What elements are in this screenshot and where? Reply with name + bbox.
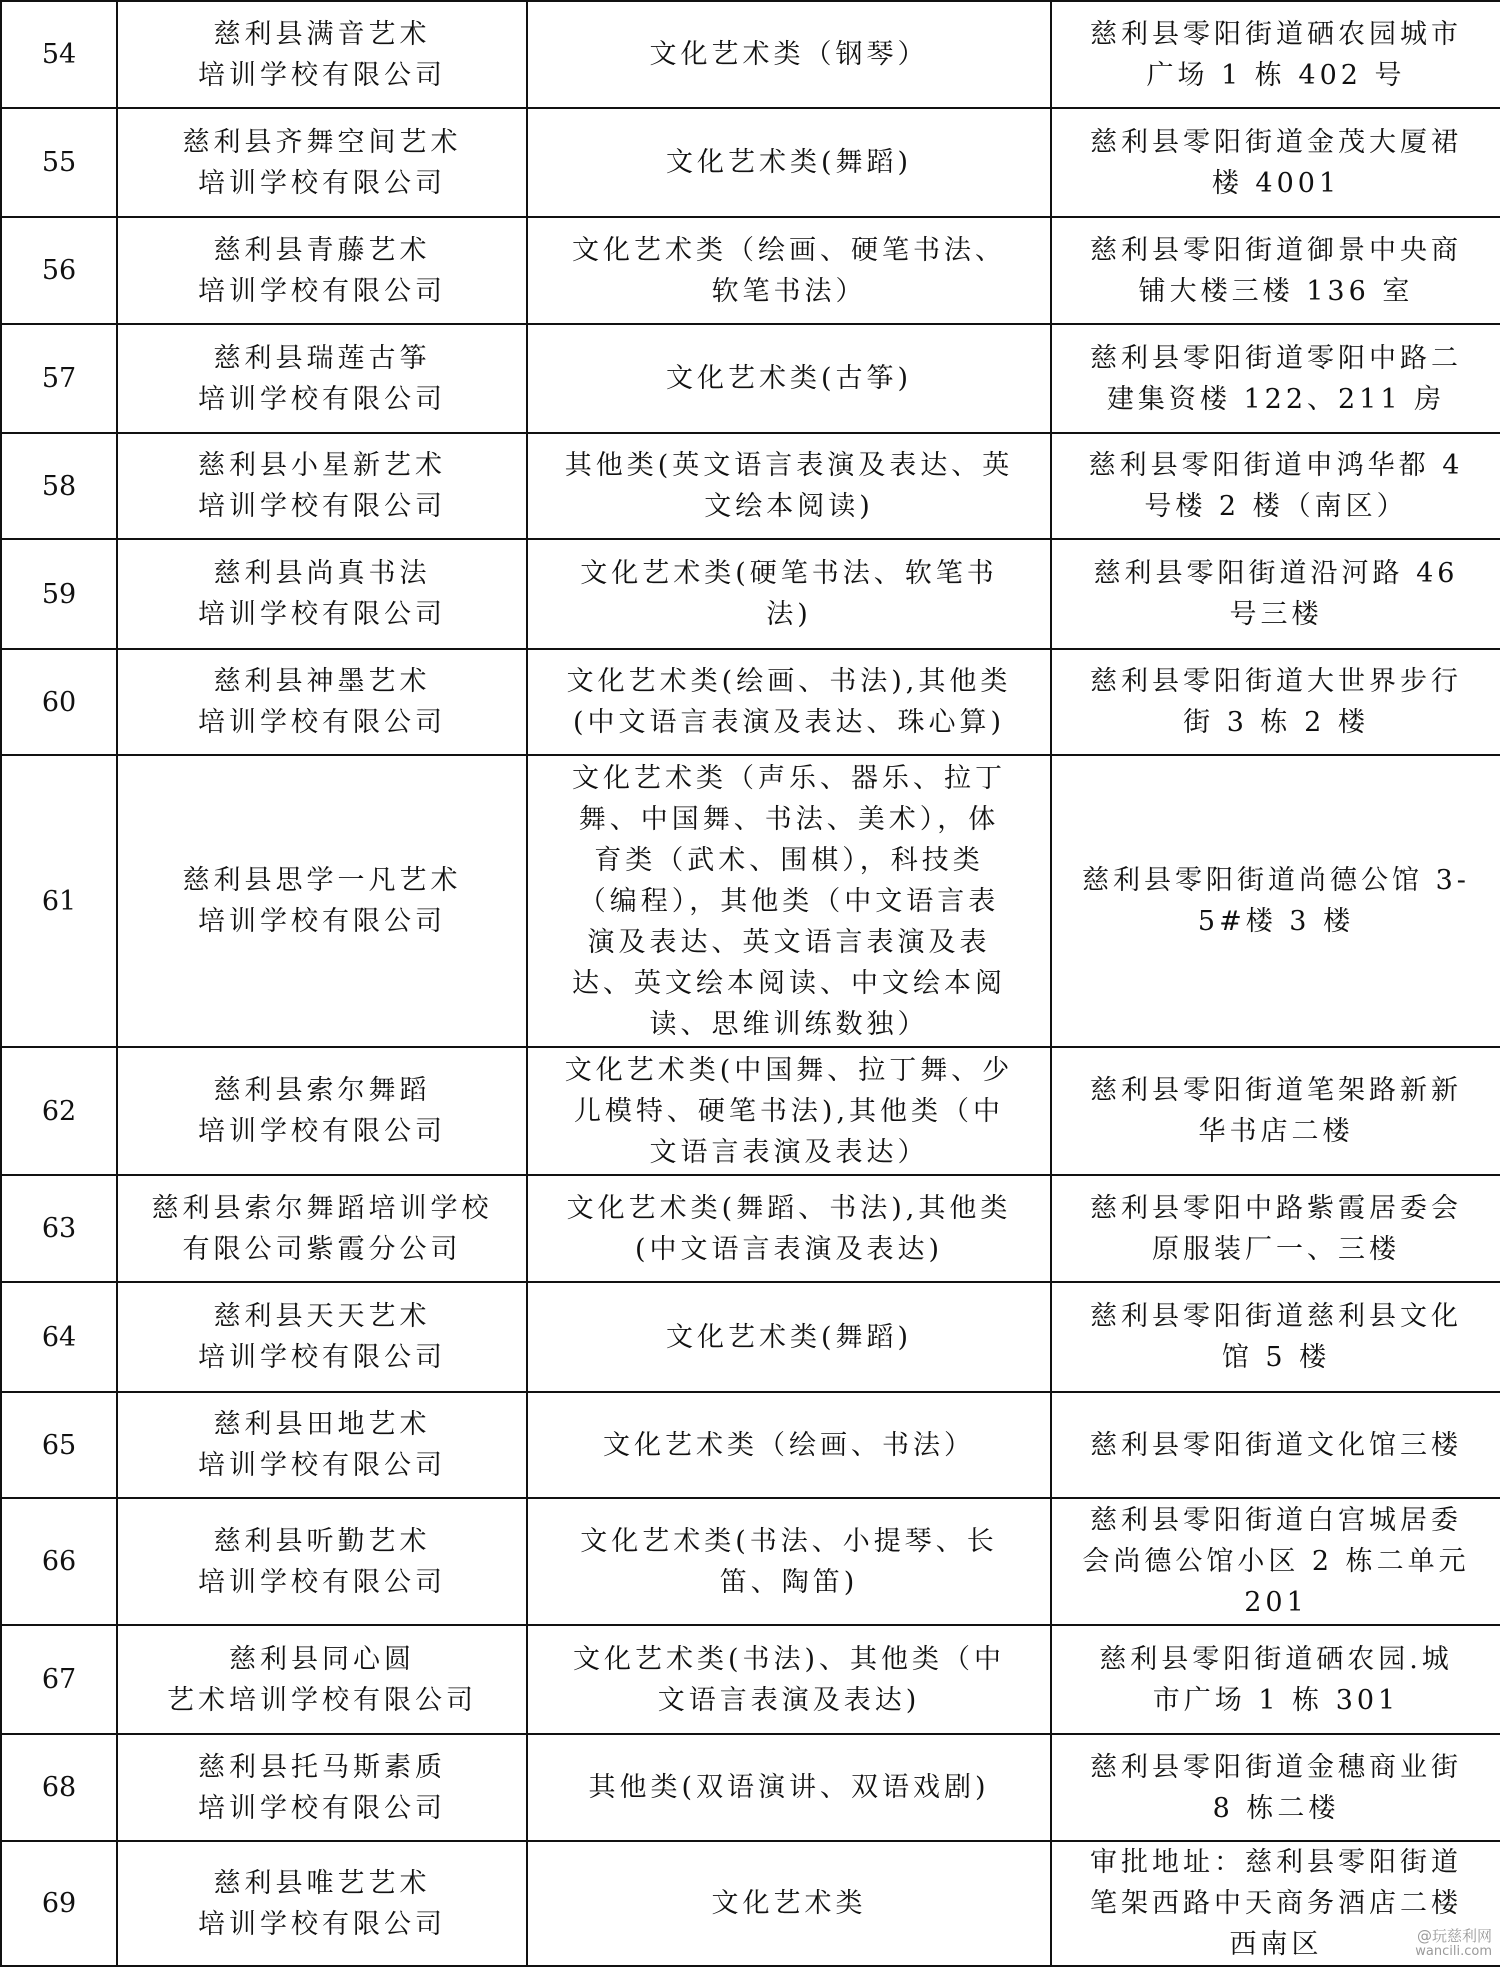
- school-address-line: 建集资楼 122、211 房: [1106, 383, 1446, 415]
- school-address-line: 慈利县零阳街道文化馆三楼: [1090, 1429, 1462, 1461]
- watermark-en: wancili.com: [1415, 1944, 1492, 1959]
- school-name-line: 慈利县同心圆: [229, 1643, 415, 1675]
- training-category: [527, 1282, 1051, 1392]
- training-category-line: 文化艺术类(绘画、书法),其他类: [566, 666, 1012, 697]
- row-number: 66: [1, 1498, 117, 1625]
- row-number: 64: [1, 1282, 117, 1392]
- school-name: [117, 433, 527, 539]
- school-name-line: 慈利县小星新艺术: [198, 450, 446, 481]
- training-category: [527, 108, 1051, 217]
- training-category-line: 文语言表演及表达): [657, 1684, 921, 1716]
- training-category-line: 文化艺术类(书法)、其他类（中: [572, 1643, 1006, 1675]
- school-name-line: 慈利县唯艺艺术: [213, 1867, 431, 1899]
- school-name: [117, 324, 527, 433]
- school-address-line: 慈利县零阳街道笔架路新新: [1090, 1075, 1462, 1106]
- training-category: [527, 1498, 1051, 1625]
- training-category-line: 法): [766, 599, 812, 630]
- school-address-line: 铺大楼三楼 136 室: [1138, 275, 1414, 307]
- school-name-line: 培训学校有限公司: [198, 383, 446, 415]
- school-name-line: 培训学校有限公司: [198, 1792, 446, 1824]
- training-category: [527, 1734, 1051, 1841]
- table-row: [1, 108, 1500, 217]
- school-name-line: 培训学校有限公司: [198, 1342, 446, 1373]
- row-number: 58: [1, 433, 117, 539]
- training-category: [527, 539, 1051, 649]
- school-address-line: 慈利县零阳街道尚德公馆 3-: [1082, 865, 1470, 896]
- school-address: [1051, 755, 1500, 1047]
- row-number: 62: [1, 1047, 117, 1175]
- school-address-line: 原服装厂一、三楼: [1152, 1233, 1400, 1265]
- school-address-line: 慈利县零阳街道申鸿华都 4: [1088, 450, 1464, 481]
- school-name: [117, 1734, 527, 1841]
- school-name-line: 慈利县思学一凡艺术: [182, 865, 462, 896]
- row-number: 65: [1, 1392, 117, 1498]
- school-name-line: 慈利县天天艺术: [213, 1301, 431, 1332]
- school-name-line: 培训学校有限公司: [198, 59, 446, 91]
- training-category-line: 文绘本阅读): [704, 491, 874, 522]
- school-address-line: 市广场 1 栋 301: [1152, 1684, 1400, 1716]
- training-category-line: 舞、中国舞、书法、美术），体: [578, 803, 1000, 835]
- school-name-line: 慈利县神墨艺术: [213, 666, 431, 697]
- training-category-line: 软笔书法）: [711, 275, 867, 307]
- training-category: [527, 1625, 1051, 1734]
- school-name-line: 艺术培训学校有限公司: [167, 1684, 477, 1716]
- table-row: [1, 1282, 1500, 1392]
- school-name: [117, 1282, 527, 1392]
- row-number: 60: [1, 649, 117, 755]
- school-address: [1051, 649, 1500, 755]
- school-address-line: 慈利县零阳街道金穗商业街: [1090, 1751, 1462, 1783]
- training-category-line: 文语言表演及表达）: [649, 1136, 929, 1168]
- school-name: [117, 649, 527, 755]
- row-number: 55: [1, 108, 117, 217]
- row-number: 63: [1, 1175, 117, 1282]
- school-name-line: 慈利县托马斯素质: [198, 1751, 446, 1783]
- training-category-line: 演及表达、英文语言表演及表: [587, 926, 991, 958]
- training-category-line: 文化艺术类(舞蹈): [665, 1321, 913, 1353]
- school-address-line: 华书店二楼: [1198, 1116, 1354, 1147]
- training-category: [527, 433, 1051, 539]
- training-category: [527, 1175, 1051, 1282]
- table-row: [1, 539, 1500, 649]
- school-name-line: 慈利县瑞莲古筝: [213, 342, 431, 374]
- school-address-line: 号三楼: [1229, 599, 1323, 630]
- school-name: [117, 1, 527, 108]
- training-category-line: 其他类(双语演讲、双语戏剧): [588, 1772, 990, 1803]
- school-address: [1051, 1282, 1500, 1392]
- training-category: [527, 649, 1051, 755]
- row-number: 56: [1, 217, 117, 324]
- school-address-line: 慈利县零阳街道慈利县文化: [1090, 1301, 1462, 1332]
- school-name-line: 培训学校有限公司: [198, 1908, 446, 1940]
- training-category-line: 达、英文绘本阅读、中文绘本阅: [572, 967, 1006, 999]
- training-category-line: (中文语言表演及表达、珠心算): [572, 707, 1006, 738]
- school-name-line: 慈利县索尔舞蹈: [213, 1075, 431, 1106]
- training-category: [527, 1392, 1051, 1498]
- school-address-line: 审批地址：慈利县零阳街道: [1090, 1847, 1462, 1878]
- training-category-line: 文化艺术类（钢琴）: [649, 39, 929, 70]
- training-category-line: （编程），其他类（中文语言表: [578, 885, 1000, 917]
- table-row: [1, 1734, 1500, 1841]
- school-address: [1051, 324, 1500, 433]
- training-category: [527, 1, 1051, 108]
- school-name-line: 慈利县尚真书法: [213, 558, 431, 589]
- site-watermark: [1415, 1928, 1492, 1960]
- row-number: 59: [1, 539, 117, 649]
- training-category-line: 儿模特、硬笔书法),其他类（中: [573, 1095, 1005, 1127]
- school-name-line: 慈利县齐舞空间艺术: [182, 126, 462, 158]
- school-address-line: 慈利县零阳街道大世界步行: [1090, 666, 1462, 697]
- table-row: [1, 1625, 1500, 1734]
- school-address-line: 西南区: [1229, 1929, 1323, 1960]
- training-category-line: 读、思维训练数独）: [649, 1008, 929, 1040]
- school-name-line: 培训学校有限公司: [198, 1450, 446, 1481]
- training-category: [527, 1841, 1051, 1966]
- training-category: [527, 324, 1051, 433]
- school-name: [117, 539, 527, 649]
- table-row: [1, 324, 1500, 433]
- school-address: [1051, 1625, 1500, 1734]
- school-address-line: 8 栋二楼: [1212, 1792, 1340, 1824]
- school-address-line: 慈利县零阳街道沿河路 46: [1093, 558, 1459, 589]
- school-address-line: 慈利县零阳街道硒农园.城: [1099, 1643, 1453, 1675]
- training-category-line: 文化艺术类（绘画、书法）: [603, 1429, 975, 1461]
- school-name-line: 培训学校有限公司: [198, 707, 446, 738]
- training-category: [527, 1047, 1051, 1175]
- school-address-line: 广场 1 栋 402 号: [1146, 59, 1406, 91]
- training-category-line: 文化艺术类（绘画、硬笔书法、: [572, 234, 1006, 266]
- table-row: [1, 649, 1500, 755]
- training-category-line: 笛、陶笛): [719, 1566, 859, 1598]
- school-name: [117, 1841, 527, 1966]
- school-address-line: 慈利县零阳街道零阳中路二: [1090, 342, 1462, 374]
- watermark-cn: @玩慈利网: [1416, 1927, 1492, 1945]
- table-row: [1, 1498, 1500, 1625]
- table-row: [1, 1, 1500, 108]
- table-row: [1, 1175, 1500, 1282]
- school-name-line: 培训学校有限公司: [198, 491, 446, 522]
- school-name-line: 培训学校有限公司: [198, 167, 446, 199]
- school-address-line: 慈利县零阳街道御景中央商: [1090, 234, 1462, 266]
- school-name-line: 培训学校有限公司: [198, 275, 446, 307]
- school-name: [117, 1498, 527, 1625]
- school-address: [1051, 1734, 1500, 1841]
- row-number: 54: [1, 1, 117, 108]
- school-name-line: 培训学校有限公司: [198, 599, 446, 630]
- school-name: [117, 217, 527, 324]
- row-number: 68: [1, 1734, 117, 1841]
- school-address: [1051, 217, 1500, 324]
- school-name-line: 慈利县听勤艺术: [213, 1525, 431, 1557]
- table-row: [1, 217, 1500, 324]
- school-address-line: 5#楼 3 楼: [1197, 906, 1355, 937]
- school-name-line: 慈利县索尔舞蹈培训学校: [151, 1192, 493, 1224]
- school-address: [1051, 108, 1500, 217]
- school-name-line: 慈利县青藤艺术: [213, 234, 431, 266]
- training-category-line: 文化艺术类(中国舞、拉丁舞、少: [564, 1054, 1014, 1086]
- school-address-line: 慈利县零阳中路紫霞居委会: [1090, 1192, 1462, 1224]
- school-name-line: 培训学校有限公司: [198, 906, 446, 937]
- school-address-line: 慈利县零阳街道硒农园城市: [1090, 18, 1462, 50]
- table-row: [1, 1841, 1500, 1966]
- training-category-line: 文化艺术类: [711, 1888, 867, 1919]
- school-name-line: 慈利县满音艺术: [213, 18, 431, 50]
- school-address-line: 会尚德公馆小区 2 栋二单元: [1082, 1546, 1470, 1577]
- row-number: 67: [1, 1625, 117, 1734]
- training-category-line: (中文语言表演及表达): [634, 1233, 944, 1265]
- training-category-line: 文化艺术类(古筝): [665, 363, 913, 394]
- school-name: [117, 1047, 527, 1175]
- school-name-line: 有限公司紫霞分公司: [182, 1233, 462, 1265]
- table-row: [1, 1047, 1500, 1175]
- school-name: [117, 755, 527, 1047]
- school-name: [117, 1175, 527, 1282]
- table-row: [1, 755, 1500, 1047]
- school-address-line: 楼 4001: [1211, 167, 1341, 199]
- school-address: [1051, 1175, 1500, 1282]
- row-number: 57: [1, 324, 117, 433]
- school-address-line: 201: [1244, 1587, 1308, 1618]
- school-address-line: 号楼 2 楼（南区）: [1144, 491, 1408, 522]
- training-category-line: 文化艺术类(书法、小提琴、长: [580, 1525, 998, 1557]
- training-category-line: 文化艺术类(舞蹈): [665, 147, 913, 178]
- row-number: 61: [1, 755, 117, 1047]
- school-name: [117, 108, 527, 217]
- school-address: [1051, 1047, 1500, 1175]
- school-address-line: 街 3 栋 2 楼: [1183, 707, 1369, 738]
- school-name-line: 慈利县田地艺术: [213, 1409, 431, 1440]
- table-row: [1, 433, 1500, 539]
- row-number: 69: [1, 1841, 117, 1966]
- school-address: [1051, 539, 1500, 649]
- training-category-line: 文化艺术类(硬笔书法、软笔书: [580, 558, 998, 589]
- school-address-line: 慈利县零阳街道白宫城居委: [1090, 1505, 1462, 1536]
- training-category-line: 其他类(英文语言表演及表达、英: [564, 450, 1014, 481]
- training-category: [527, 755, 1051, 1047]
- school-address: [1051, 1498, 1500, 1625]
- training-category: [527, 217, 1051, 324]
- training-category-line: 文化艺术类（声乐、器乐、拉丁: [572, 762, 1006, 794]
- school-name-line: 培训学校有限公司: [198, 1116, 446, 1147]
- school-name: [117, 1625, 527, 1734]
- school-address-line: 馆 5 楼: [1221, 1342, 1331, 1373]
- school-name: [117, 1392, 527, 1498]
- training-category-line: 育类（武术、围棋），科技类: [594, 844, 984, 876]
- school-address: [1051, 1, 1500, 108]
- training-category-line: 文化艺术类(舞蹈、书法),其他类: [566, 1192, 1012, 1224]
- school-address: [1051, 433, 1500, 539]
- school-address-line: 慈利县零阳街道金茂大厦裙: [1090, 126, 1462, 158]
- school-address-line: 笔架西路中天商务酒店二楼: [1090, 1888, 1462, 1919]
- table-row: [1, 1392, 1500, 1498]
- school-name-line: 培训学校有限公司: [198, 1566, 446, 1598]
- school-address: [1051, 1392, 1500, 1498]
- table-body: [1, 1, 1500, 1966]
